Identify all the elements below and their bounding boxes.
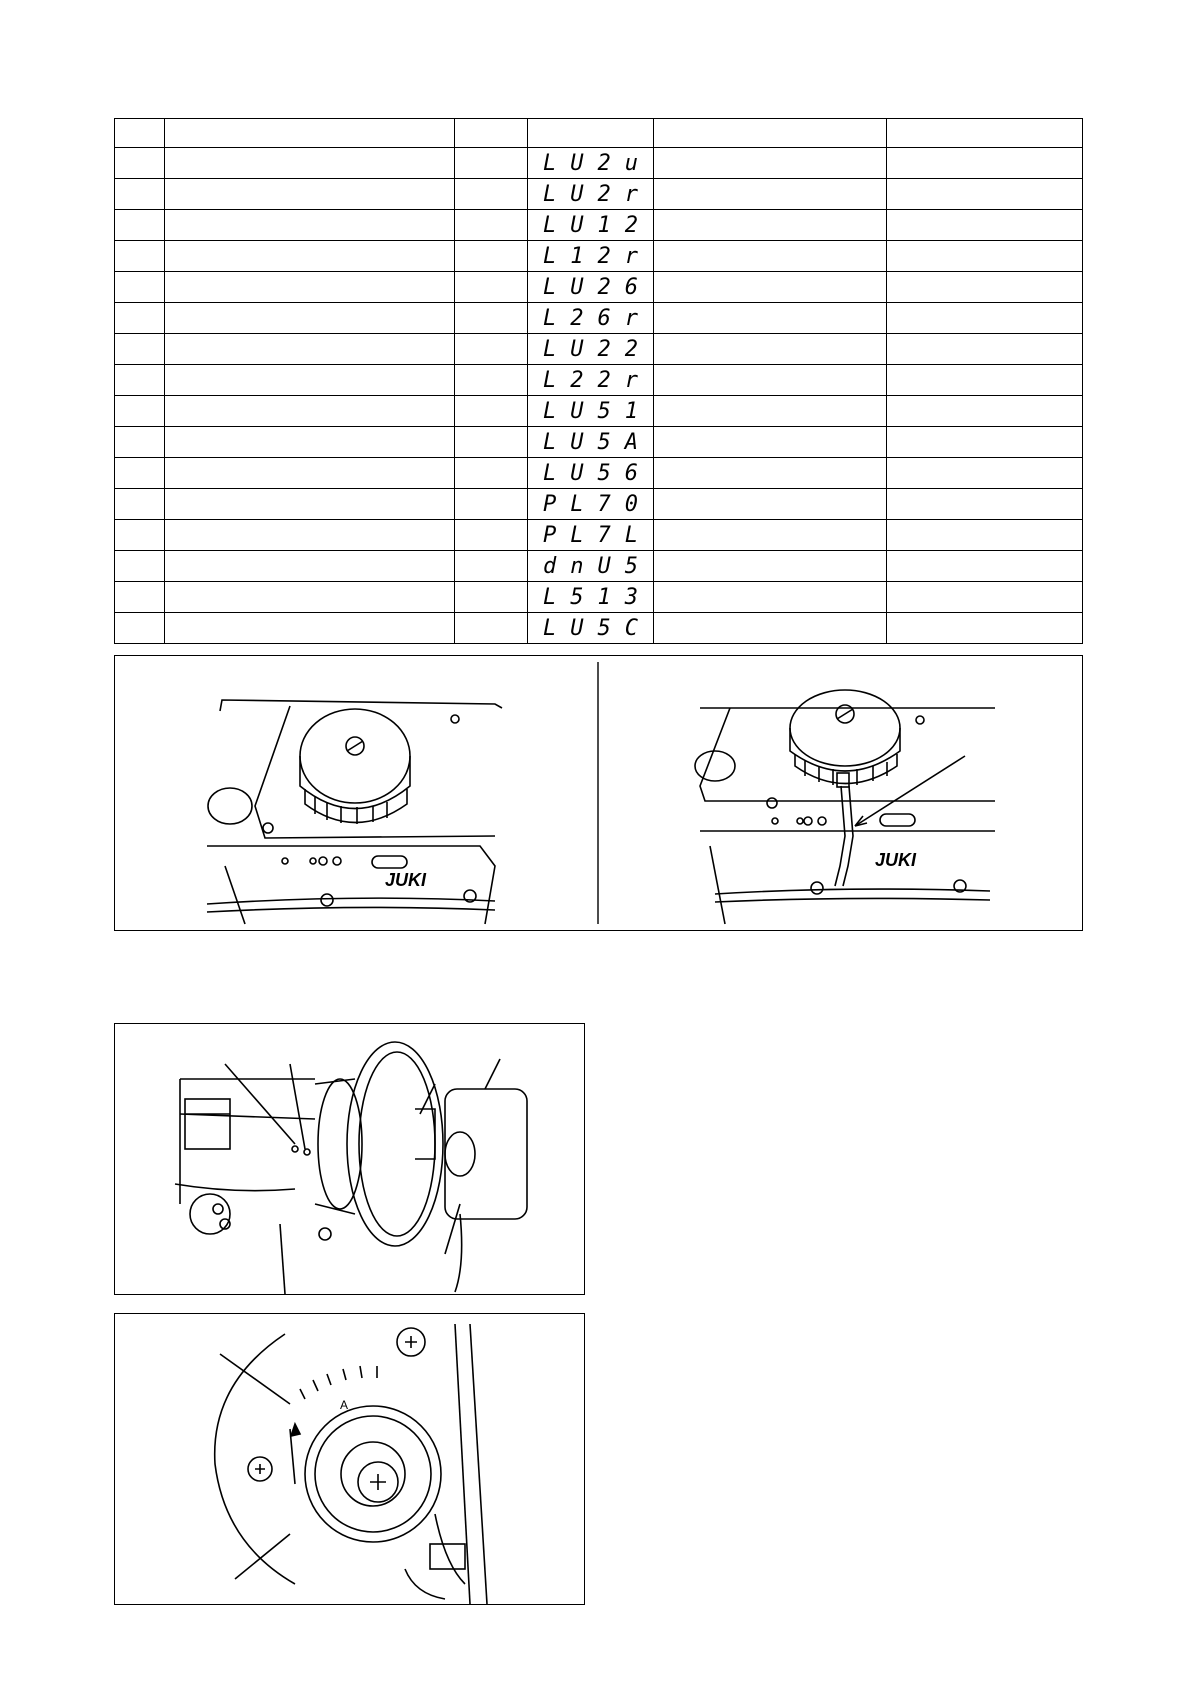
display-code: LU5A	[528, 427, 654, 458]
display-code: LU26	[528, 272, 654, 303]
knob-top	[790, 690, 900, 766]
display-code: L26r	[528, 303, 654, 334]
table-row	[115, 303, 1083, 334]
machine-head-illustrations	[115, 656, 1082, 930]
screw-icon	[263, 823, 273, 833]
code-table	[114, 118, 1083, 644]
leader-line	[290, 1429, 295, 1484]
display-code: LU22	[528, 334, 654, 365]
machine-head-figure-panel	[114, 655, 1083, 931]
table-row	[115, 520, 1083, 551]
table-row	[115, 613, 1083, 644]
encoder-disc	[315, 1416, 431, 1532]
table-row	[115, 396, 1083, 427]
display-code: dnU5	[528, 551, 654, 582]
leader-line	[225, 1064, 295, 1144]
screw-icon	[767, 798, 777, 808]
display-code: L12r	[528, 241, 654, 272]
handwheel-illustration	[115, 1024, 584, 1294]
table-row	[115, 489, 1083, 520]
display-code: LU51	[528, 396, 654, 427]
table-row	[115, 179, 1083, 210]
machine-head-right-illustration	[695, 690, 995, 924]
table-header-row	[115, 119, 1083, 148]
table-row	[115, 582, 1083, 613]
table-row	[115, 148, 1083, 179]
juki-logo: JUKI	[875, 850, 917, 870]
display-code: LU2u	[528, 148, 654, 179]
sensor-cover	[445, 1089, 527, 1219]
display-code: L513	[528, 582, 654, 613]
juki-logo: JUKI	[385, 870, 427, 890]
table-row	[115, 241, 1083, 272]
table-row	[115, 334, 1083, 365]
display-code: LU5C	[528, 613, 654, 644]
marker-label: A	[340, 1398, 349, 1412]
display-code: L22r	[528, 365, 654, 396]
table-row	[115, 427, 1083, 458]
table-row	[115, 210, 1083, 241]
machine-head-left-illustration	[207, 700, 502, 924]
table-row	[115, 272, 1083, 303]
leader-line	[485, 1059, 500, 1089]
display-code: PL70	[528, 489, 654, 520]
display-code: LU12	[528, 210, 654, 241]
display-code: LU56	[528, 458, 654, 489]
display-code: LU2r	[528, 179, 654, 210]
encoder-figure	[114, 1313, 585, 1605]
leader-line	[220, 1354, 290, 1404]
table-row	[115, 458, 1083, 489]
table-row	[115, 551, 1083, 582]
knob-body	[300, 756, 410, 809]
leader-line	[235, 1534, 290, 1579]
handwheel-figure	[114, 1023, 585, 1295]
knob-body	[790, 728, 900, 771]
knob-top	[300, 709, 410, 803]
table-row	[115, 365, 1083, 396]
display-code: PL7L	[528, 520, 654, 551]
encoder-illustration	[115, 1314, 584, 1604]
leader-line	[290, 1064, 305, 1149]
